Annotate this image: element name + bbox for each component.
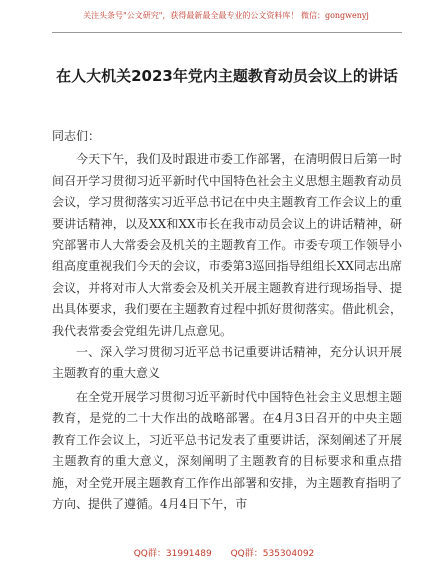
footer-qq-group-2: QQ群：535304092 bbox=[230, 549, 315, 559]
footer-contacts bbox=[0, 546, 448, 559]
header-note: 关注头条号"公文研究"，获得最新最全最专业的公文资料库！ 微信：gongwenyj bbox=[83, 11, 369, 20]
document-title: 在人大机关2023年党内主题教育动员会议上的讲话 bbox=[56, 67, 398, 85]
paragraph-intro: 今天下午，我们及时跟进市委工作部署，在清明假日后第一时间召开学习贯彻习近平新时代中国特色社会主义思想主题教育动员会议，学习贯彻落实习近平总书记在中央主题教育工作会议上的重要讲话精神，以及XX和XX市长在我市动员会议上的讲话精神，研究部署市人大常委会及机关的主题教育工作。市委专项工作领导小组高度重视我们今天的会议，市委第3巡回指导组组长XX同志出席会议，并将对市人大常委会及机关开展主题教育进行现场指导、提出具体要求，我们要在主题教育过程中抓好贯彻落实。借此机会，我代表常委会党组先讲几点意见。 bbox=[52, 152, 402, 338]
paragraph-section-1: 在全党开展学习贯彻习近平新时代中国特色社会主义思想主题教育，是党的二十大作出的战略部署。在4月3日召开的中央主题教育工作会议上，习近平总书记发表了重要讲话，深刻阐述了开展主题教育的重大意义，深刻阐明了主题教育的目标要求和重点措施，对全党开展主题教育工作作出部署和安排，为主题教育指明了方向、提供了遵循。4月4日下午，市 bbox=[52, 389, 402, 511]
footer-qq-group-1: QQ群：31991489 bbox=[133, 549, 212, 559]
section-heading-1: 一、深入学习贯彻习近平总书记重要讲话精神，充分认识开展主题教育的重大意义 bbox=[52, 345, 402, 381]
document-body bbox=[52, 126, 402, 515]
salutation: 同志们： bbox=[52, 129, 101, 143]
header-divider bbox=[52, 32, 402, 33]
